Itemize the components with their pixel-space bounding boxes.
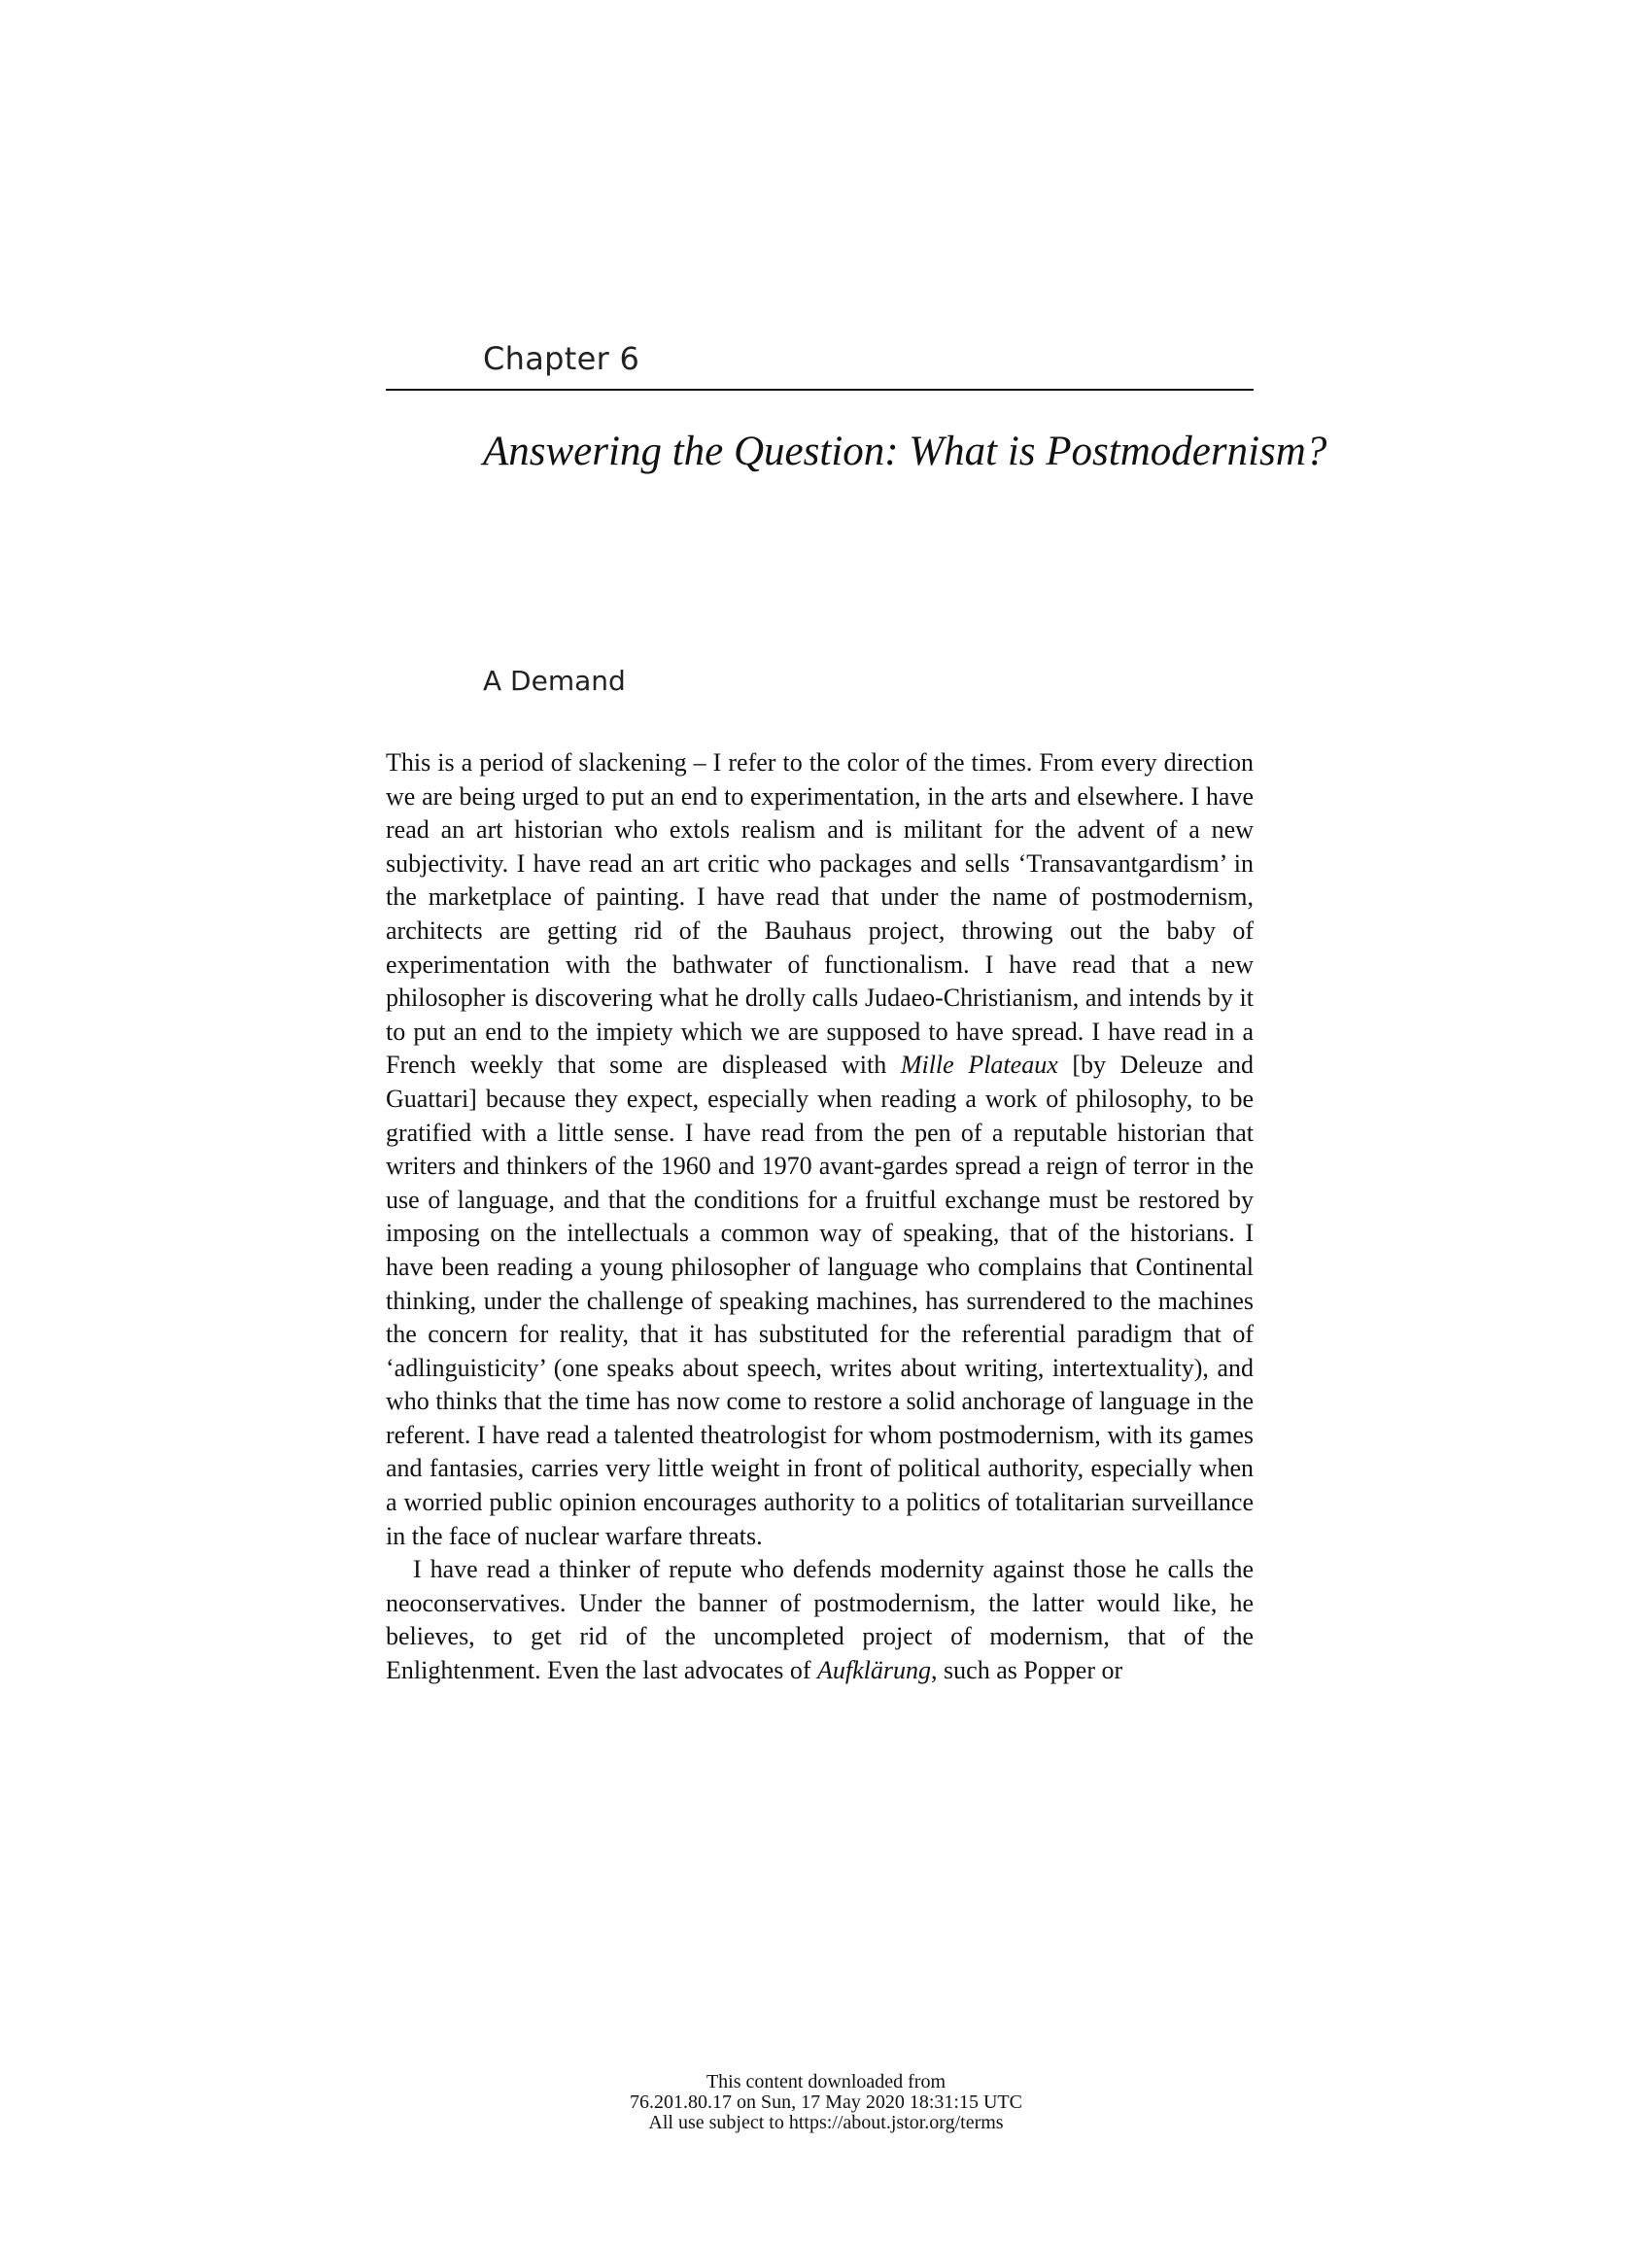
body-text xyxy=(386,746,1254,1688)
chapter-divider xyxy=(386,389,1254,391)
paragraph-2 xyxy=(386,1553,1254,1687)
paragraph-2-italic-term: Aufklärung xyxy=(817,1656,932,1685)
paragraph-1-italic-title: Mille Plateaux xyxy=(900,1051,1058,1080)
paragraph-1 xyxy=(386,746,1254,1553)
paragraph-1-text-c: [by Deleuze and Guattari] because they expect, especially when reading a work of philosophy, to be gratified with a little sense. I have read from the pen of a reputable historian that writers and thinkers of the 1960 and 1970 avant-gardes spread a reign of terror in the use of language, and that the conditions for a fruitful exchange must be restored by imposing on the intellectuals a common way of speaking, that of the historians. I have been reading a young philosopher of language who complains that Continental thinking, under the challenge of speaking machines, has surrendered to the machines the concern for reality, that it has substituted for the referential paradigm that of ‘adlinguisticity’ (one speaks about speech, writes about writing, intertextuality), and who thinks that the time has now come to restore a solid anchorage of language in the referent. I have read a talented theatrologist for whom postmodernism, with its games and fantasies, carries very little weight in front of political authority, especially when a worried public opinion encourages authority to a politics of totalitarian surveillance in the face of nuclear warfare threats. xyxy=(386,1051,1255,1550)
paragraph-2-text-a: I have read a thinker of repute who defends modernity against those he calls the neoconservatives. Under the banner of postmodernism, the latter would like, he believes, to get rid of the uncompleted project of modernism, that of the Enlightenment. Even the last advocates of xyxy=(386,1555,1254,1685)
download-notice xyxy=(0,2072,1652,2133)
chapter-title: Answering the Question: What is Postmodernism? xyxy=(483,429,1327,474)
download-notice-line-1: This content downloaded from xyxy=(706,2071,946,2092)
download-notice-line-3: All use subject to https://about.jstor.org/terms xyxy=(648,2112,1004,2133)
paragraph-1-text-a: This is a period of slackening – I refer to the color of the times. From every direction we are being urged to put an end to experimentation, in the arts and elsewhere. I have read an art historian who extols realism and is militant for the advent of a new subjectivity. I have read an art critic who packages and sells ‘Transavantgardism’ in the marketplace of painting. I have read that under the name of postmodernism, architects are getting rid of the Bauhaus project, throwing out the baby of experimentation with the bathwater of functionalism. I have read that a new philosopher is discovering what he drolly calls Judaeo-Christianism, and intends by it to put an end to the impiety which we are supposed to have spread. I have read in a French weekly that some are displeased with xyxy=(386,748,1254,1080)
section-heading: A Demand xyxy=(483,665,626,697)
download-notice-line-2: 76.201.80.17 on Sun, 17 May 2020 18:31:15 UTC xyxy=(630,2091,1022,2113)
paragraph-2-text-c: , such as Popper or xyxy=(931,1656,1123,1685)
chapter-label: Chapter 6 xyxy=(483,340,640,377)
